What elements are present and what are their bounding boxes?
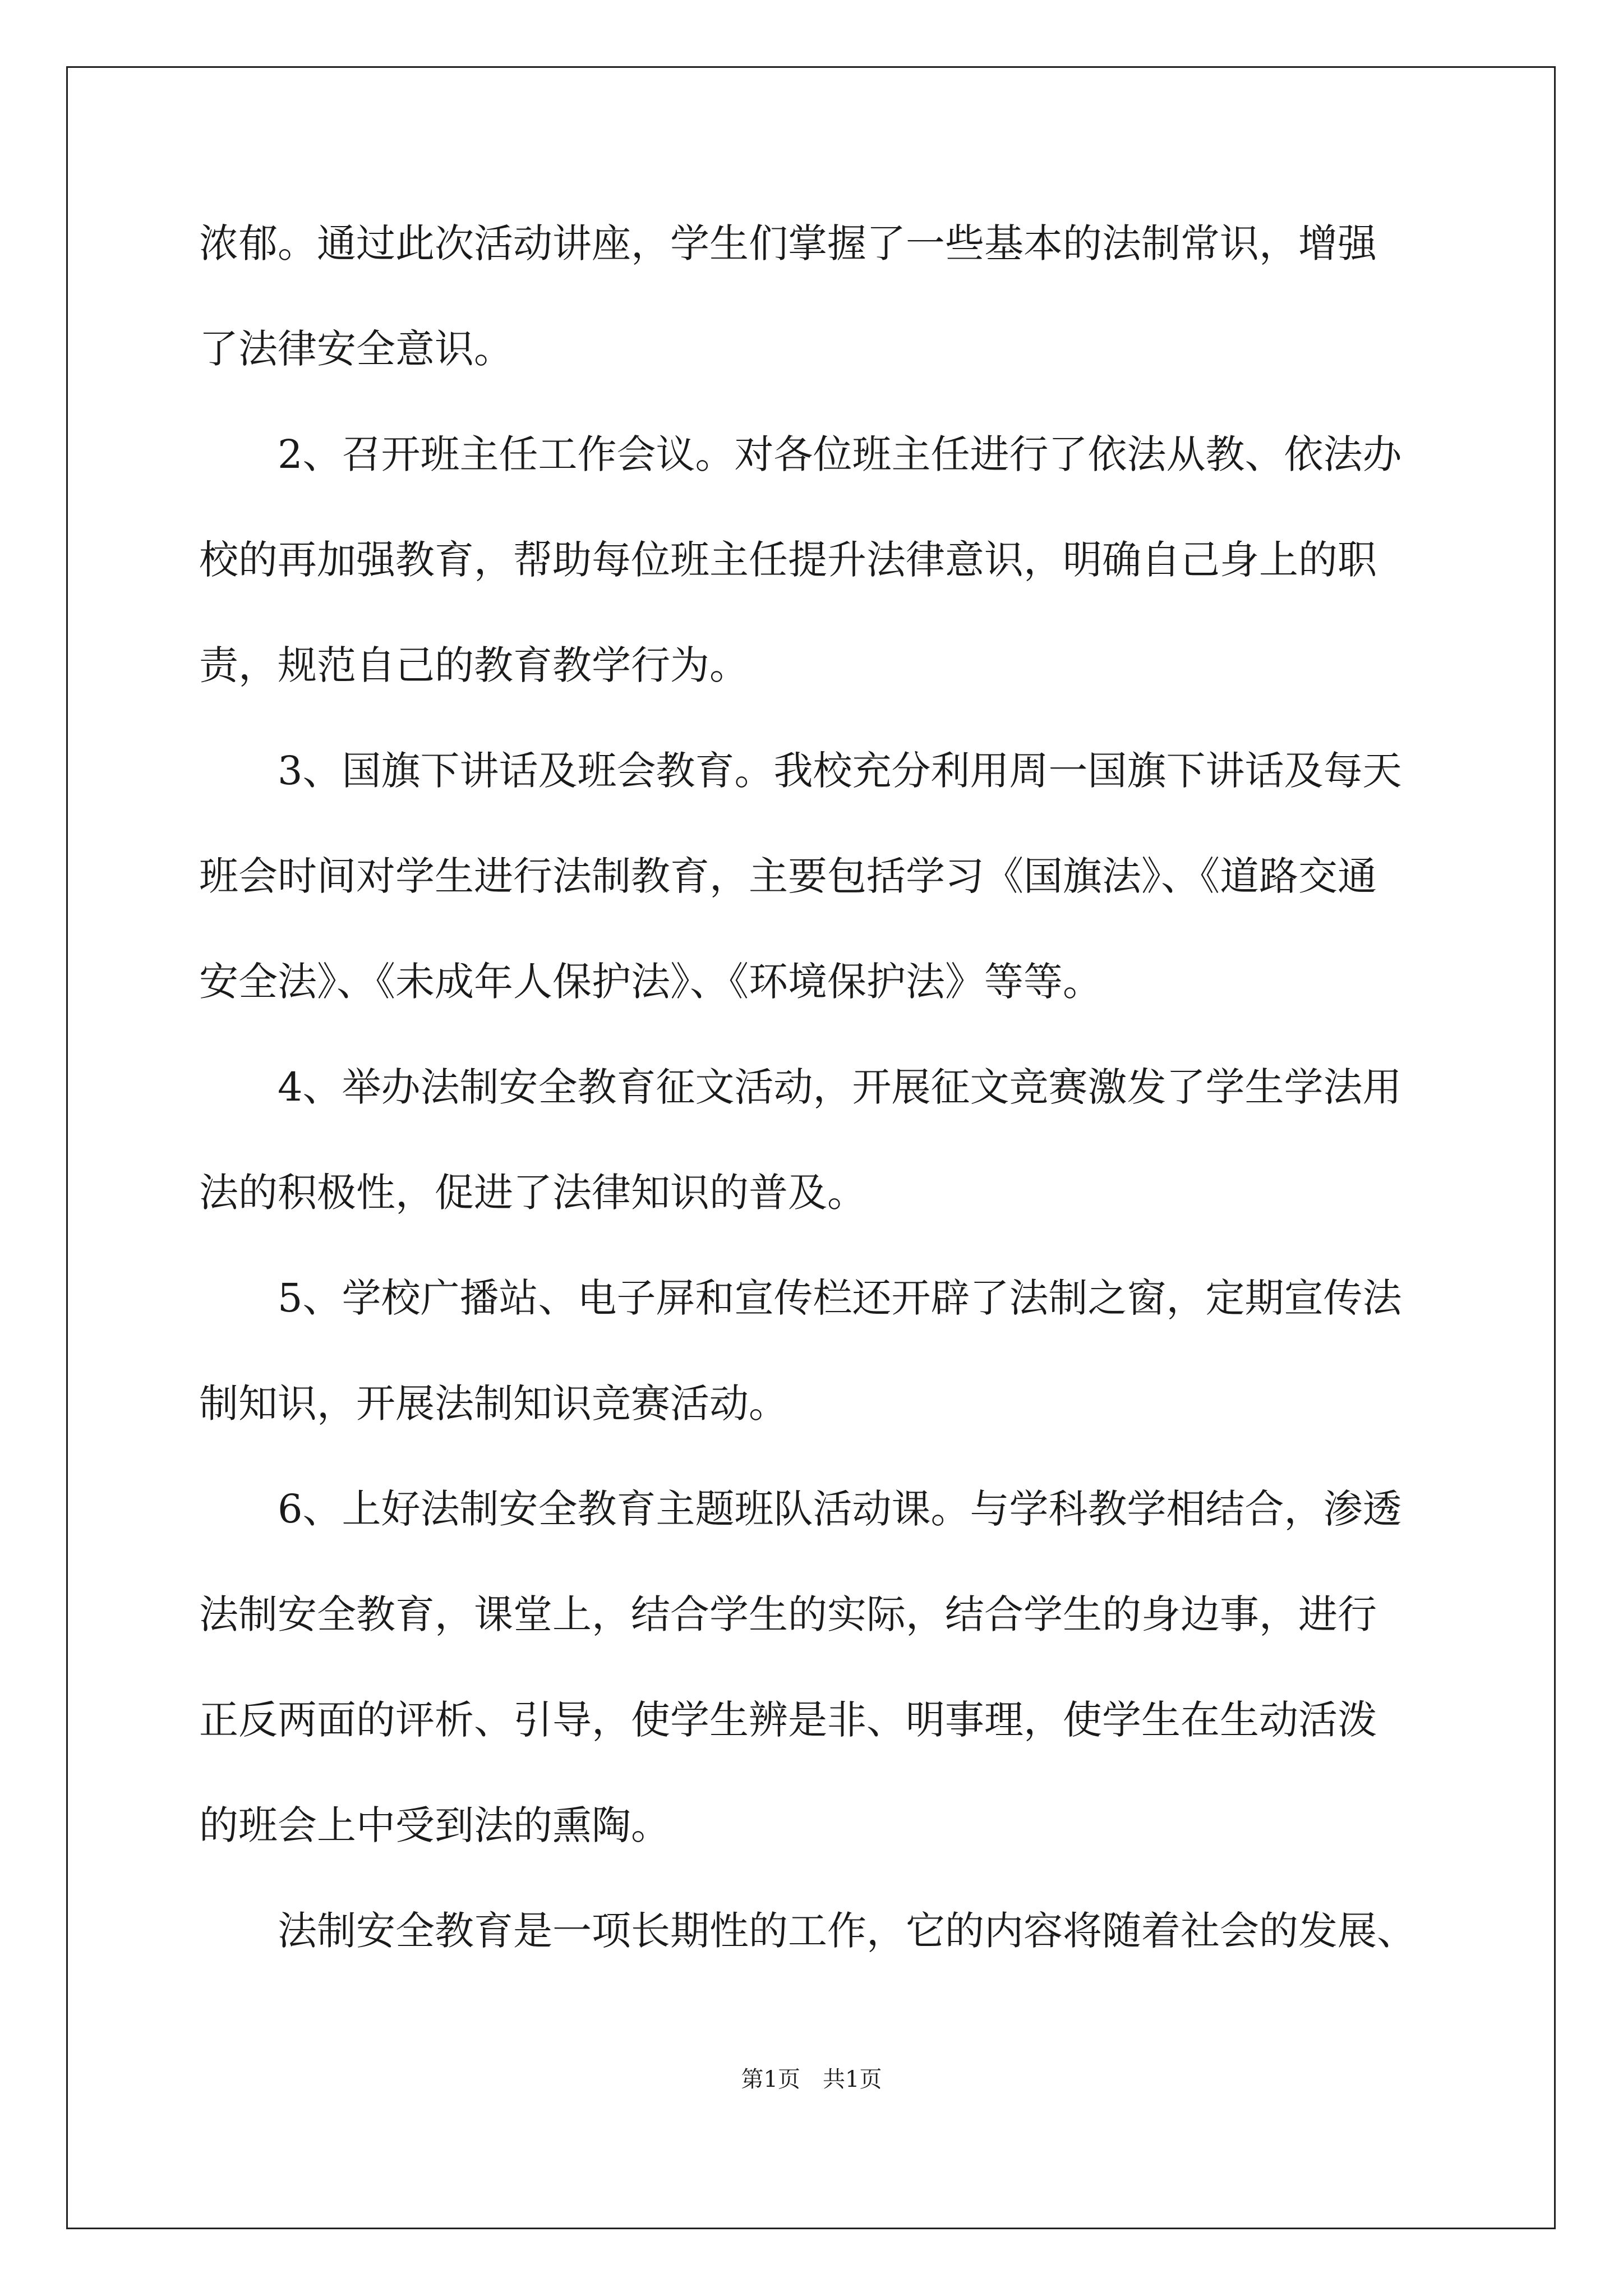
page-total: 共1页 bbox=[823, 2067, 882, 2092]
text-line: 制知识，开展法制知识竞赛活动。 bbox=[199, 1381, 788, 1427]
text-line: 安全法》、《未成年人保护法》、《环境保护法》等等。 bbox=[199, 959, 1102, 1005]
page-number: 第1页 bbox=[741, 2067, 800, 2092]
text-line: 责，规范自己的教育教学行为。 bbox=[199, 642, 749, 688]
text-line: 浓郁。通过此次活动讲座，学生们掌握了一些基本的法制常识，增强 bbox=[199, 220, 1377, 266]
text-line: 2、召开班主任工作会议。对各位班主任进行了依法从教、依法办 bbox=[278, 431, 1402, 477]
text-line: 法的积极性，促进了法律知识的普及。 bbox=[199, 1170, 866, 1216]
text-line: 的班会上中受到法的熏陶。 bbox=[199, 1802, 670, 1848]
text-line: 了法律安全意识。 bbox=[199, 326, 513, 372]
text-line: 4、举办法制安全教育征文活动，开展征文竞赛激发了学生学法用 bbox=[278, 1064, 1402, 1110]
page-footer bbox=[0, 2062, 1623, 2093]
document-body bbox=[199, 191, 1455, 1984]
text-line: 3、国旗下讲话及班会教育。我校充分利用周一国旗下讲话及每天 bbox=[278, 748, 1402, 794]
text-line: 法制安全教育是一项长期性的工作，它的内容将随着社会的发展、 bbox=[278, 1908, 1416, 1954]
text-line: 法制安全教育，课堂上，结合学生的实际，结合学生的身边事，进行 bbox=[199, 1591, 1377, 1637]
text-line: 班会时间对学生进行法制教育，主要包括学习《国旗法》、《道路交通 bbox=[199, 853, 1377, 899]
text-line: 6、上好法制安全教育主题班队活动课。与学科教学相结合，渗透 bbox=[278, 1486, 1402, 1532]
text-line: 5、学校广播站、电子屏和宣传栏还开辟了法制之窗，定期宣传法 bbox=[278, 1275, 1402, 1321]
text-line: 校的再加强教育，帮助每位班主任提升法律意识，明确自己身上的职 bbox=[199, 537, 1377, 583]
text-line: 正反两面的评析、引导，使学生辨是非、明事理，使学生在生动活泼 bbox=[199, 1697, 1377, 1743]
